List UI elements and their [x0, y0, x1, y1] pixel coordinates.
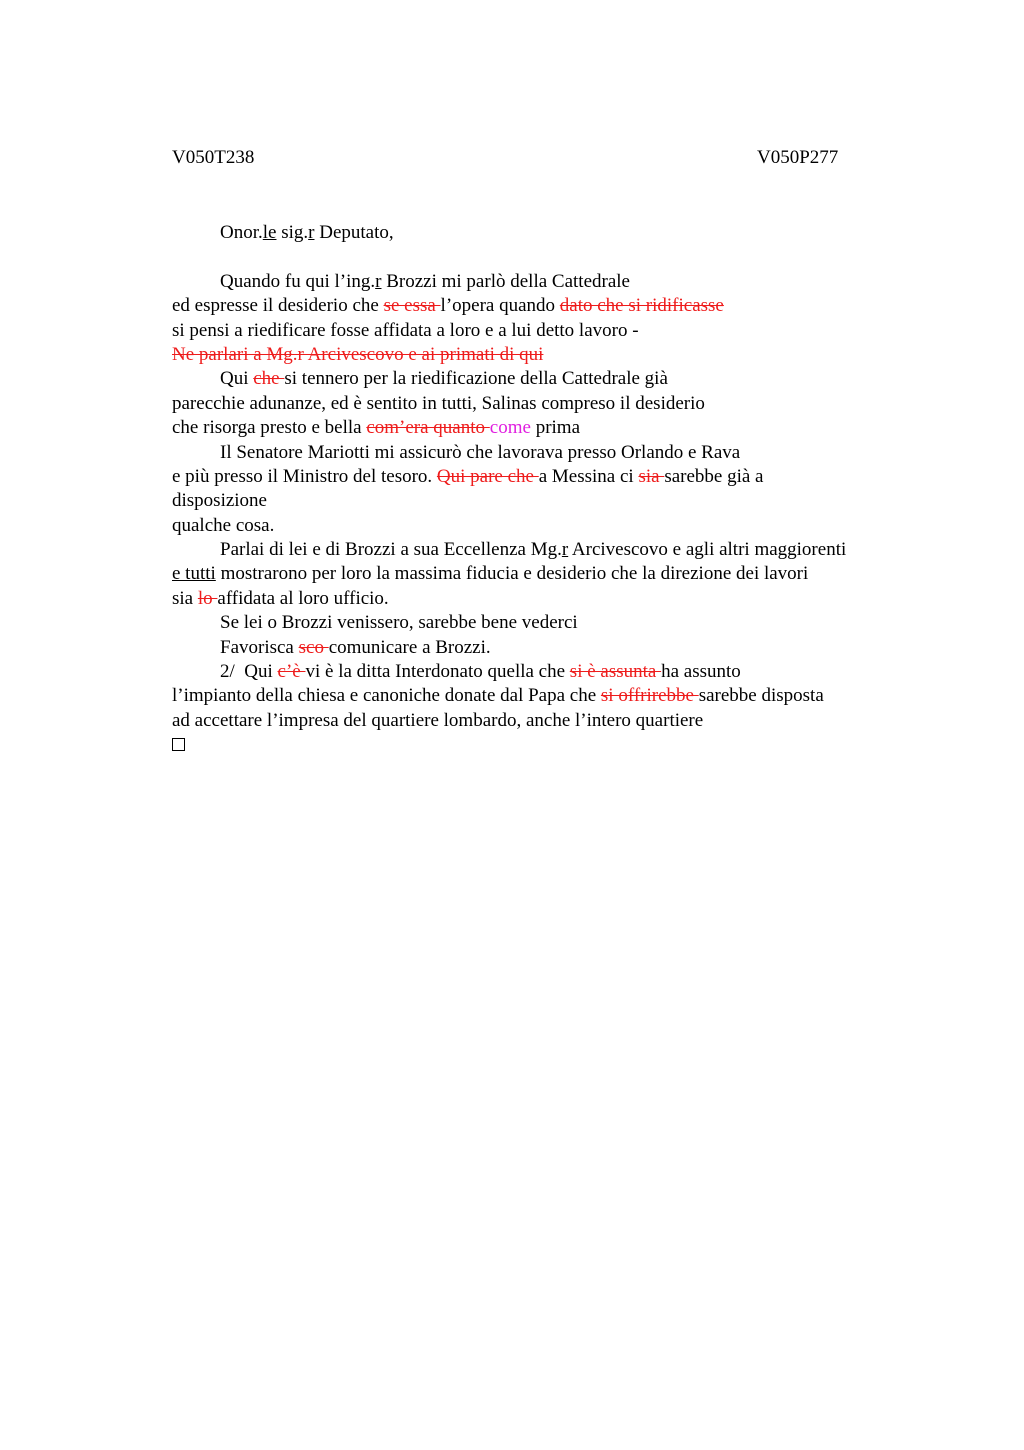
text-line: che risorga presto e bella com’era quanto come prima	[172, 417, 581, 439]
paragraph-gap	[172, 245, 932, 269]
deleted-text: se essa	[383, 295, 441, 317]
underlined-text: e tutti	[172, 563, 216, 585]
empty-checkbox-icon	[172, 738, 185, 751]
text-line: ad accettare l’impresa del quartiere lombardo, anche l’intero quartiere	[172, 709, 704, 731]
deleted-text: dato che si ridificasse	[559, 295, 724, 317]
deleted-text: si è assunta	[569, 661, 662, 683]
text-line: qualche cosa.	[172, 514, 275, 536]
document-code-right: V050P277	[757, 147, 839, 168]
text-line: Parlai di lei e di Brozzi a sua Eccellenza Mg.r Arcivescovo e agli altri maggiorenti	[220, 539, 847, 561]
superscript-abbrev: r	[308, 222, 315, 243]
superscript-abbrev: r	[375, 270, 382, 292]
superscript-abbrev: le	[262, 222, 277, 243]
text-line: ed espresse il desiderio che se essa l’opera quando dato che si ridificasse	[172, 295, 724, 317]
text-line: parecchie adunanze, ed è sentito in tutti, Salinas compreso il desiderio	[172, 392, 705, 414]
text-line: Quando fu qui l’ing.r Brozzi mi parlò della Cattedrale	[220, 270, 630, 292]
superscript-abbrev: r	[561, 539, 569, 561]
deleted-text: lo	[197, 587, 218, 609]
deleted-text: sia	[638, 465, 665, 487]
deleted-text: che	[253, 368, 285, 390]
text-line: disposizione	[172, 490, 267, 512]
text-line: Se lei o Brozzi venissero, sarebbe bene vederci	[220, 612, 578, 634]
text-line	[172, 343, 932, 367]
deleted-text: com’era quanto	[366, 417, 490, 439]
deleted-text: Ne parlari a Mg.r Arcivescovo e ai primati di qui	[172, 343, 544, 365]
end-marker	[172, 733, 932, 757]
text-line: l’impianto della chiesa e canoniche donate dal Papa che si offrirebbe sarebbe disposta	[172, 685, 824, 707]
document-code-left: V050T238	[172, 147, 255, 168]
inserted-text: come	[489, 417, 531, 439]
text-line: e tutti mostrarono per loro la massima fiducia e desiderio che la direzione dei lavori	[172, 563, 809, 585]
letter-body	[172, 221, 932, 758]
text-line: si pensi a riedificare fosse affidata a loro e a lui detto lavoro -	[172, 319, 639, 341]
deleted-text: sco	[298, 636, 329, 658]
deleted-text: c’è	[277, 661, 306, 683]
deleted-text: si offrirebbe	[600, 685, 699, 707]
text-line: e più presso il Ministro del tesoro. Qui pare che a Messina ci sia sarebbe già a	[172, 465, 764, 487]
salutation: Onor.le sig.r Deputato,	[220, 222, 394, 243]
text-line: Favorisca sco comunicare a Brozzi.	[220, 636, 491, 658]
text-line: Qui che si tennero per la riedificazione della Cattedrale già	[220, 368, 668, 390]
text-line: sia lo affidata al loro ufficio.	[172, 587, 389, 609]
deleted-text: Qui pare che	[436, 465, 539, 487]
text-line: Il Senatore Mariotti mi assicurò che lavorava presso Orlando e Rava	[220, 441, 741, 463]
text-line: 2/ Qui c’è vi è la ditta Interdonato quella che si è assunta ha assunto	[220, 661, 741, 683]
